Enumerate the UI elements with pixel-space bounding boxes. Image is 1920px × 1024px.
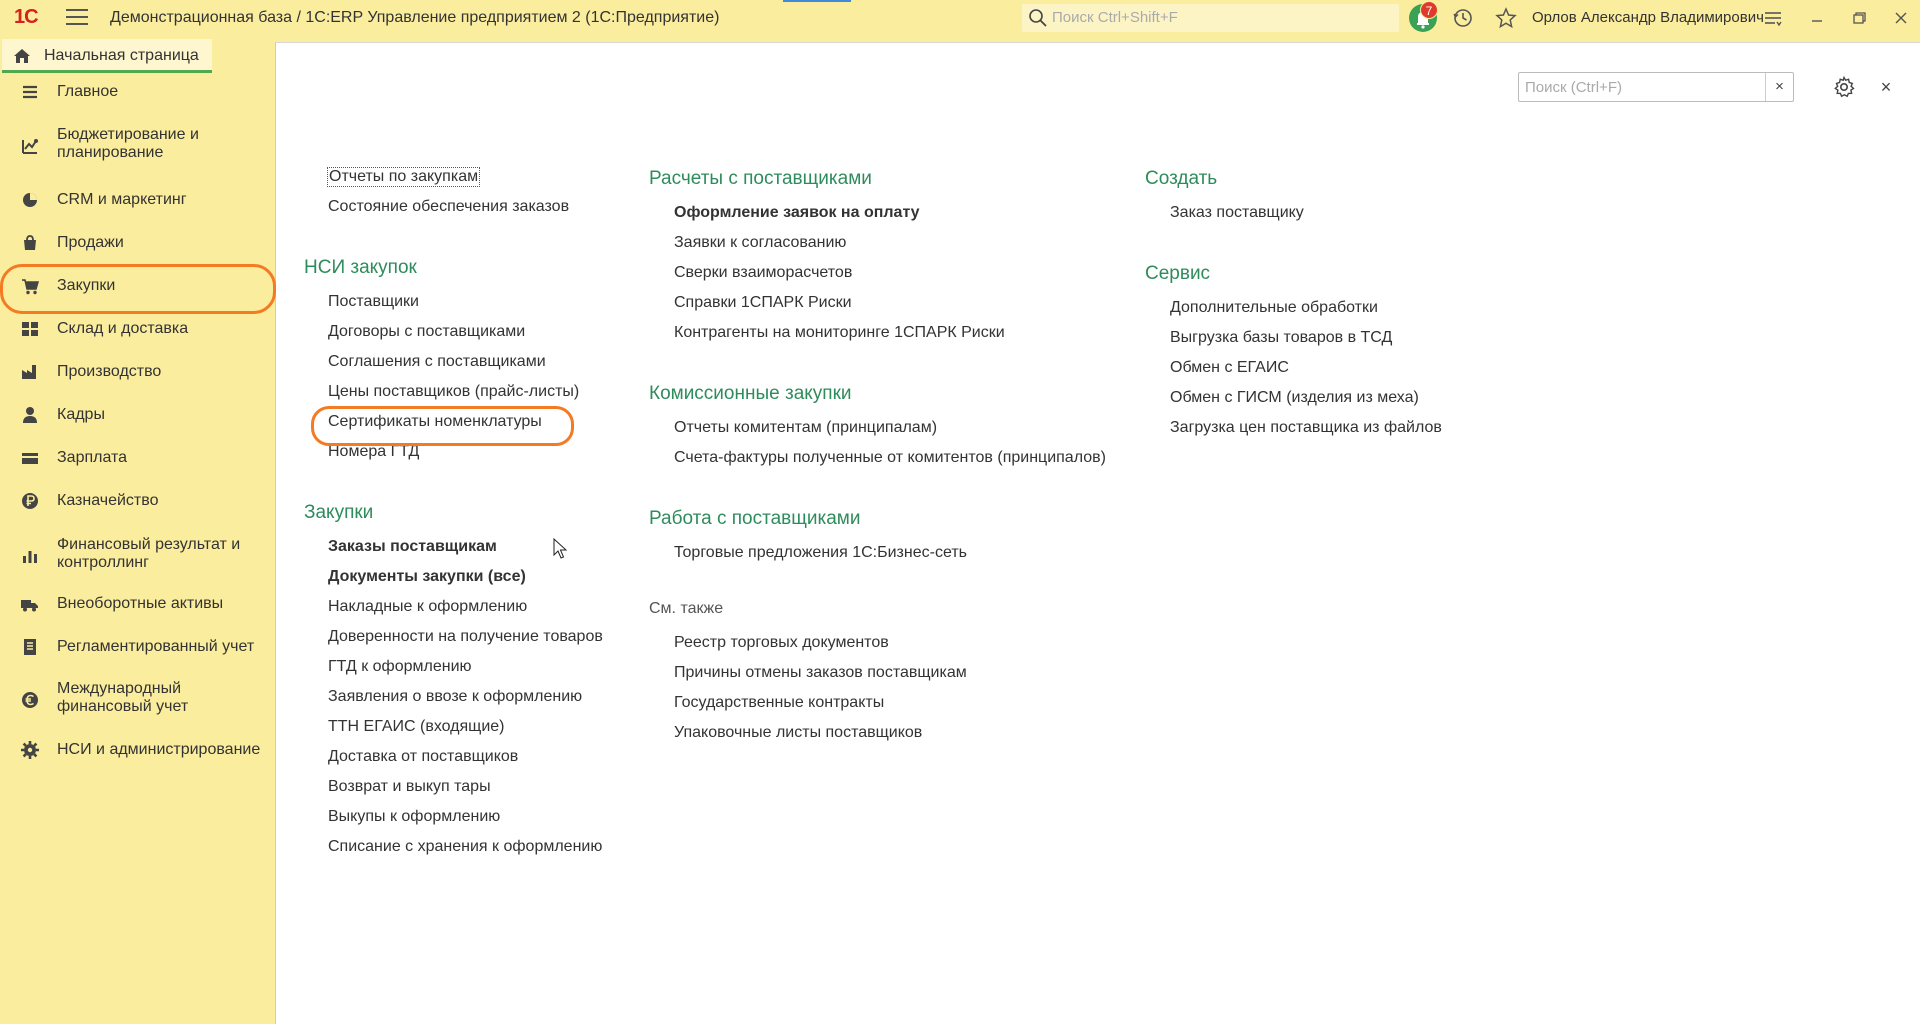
- link-service-2[interactable]: Обмен с ЕГАИС: [1170, 359, 1289, 376]
- link-service-0[interactable]: Дополнительные обработки: [1170, 299, 1378, 316]
- sidebar-item-label: Кадры: [57, 406, 105, 423]
- section-title-service: Сервис: [1145, 263, 1211, 284]
- factory-icon: [20, 362, 40, 382]
- link-purchases-2[interactable]: ГТД к оформлению: [328, 658, 472, 675]
- sidebar-item-label: Внеоборотные активы: [57, 595, 224, 612]
- sidebar-item-10[interactable]: [0, 536, 274, 576]
- panel-search-placeholder: Поиск (Ctrl+F): [1525, 79, 1622, 96]
- gear-icon: [20, 740, 40, 760]
- favorites-star-icon[interactable]: [1495, 7, 1517, 29]
- home-icon: [12, 46, 32, 66]
- link-settlements-0[interactable]: Заявки к согласованию: [674, 234, 847, 251]
- link-nsi-0[interactable]: Поставщики: [328, 293, 419, 310]
- panel-search-input[interactable]: [1518, 72, 1794, 102]
- wallet-icon: [20, 448, 40, 468]
- sidebar-item-label: Закупки: [57, 277, 116, 294]
- sidebar-item-label: Казначейство: [57, 492, 159, 509]
- sidebar-item-label: Склад и доставка: [57, 320, 189, 337]
- close-window-icon[interactable]: [1890, 7, 1912, 29]
- warehouse-grid-icon: [20, 319, 40, 339]
- link-purchases-0[interactable]: Накладные к оформлению: [328, 598, 528, 615]
- minimize-icon[interactable]: [1806, 7, 1828, 29]
- link-service-4[interactable]: Загрузка цен поставщика из файлов: [1170, 419, 1442, 436]
- link-settlements-2[interactable]: Справки 1СПАРК Риски: [674, 294, 852, 311]
- link-see-also-2[interactable]: Государственные контракты: [674, 694, 885, 711]
- link-purchases-3[interactable]: Заявления о ввозе к оформлению: [328, 688, 583, 705]
- sidebar-item-7[interactable]: [0, 403, 274, 427]
- link-purchases-6[interactable]: Возврат и выкуп тары: [328, 778, 491, 795]
- restore-icon[interactable]: [1848, 7, 1870, 29]
- link-settlements-bold[interactable]: Оформление заявок на оплату: [674, 204, 920, 221]
- clear-search-button[interactable]: ×: [1765, 73, 1793, 101]
- history-icon[interactable]: [1452, 7, 1474, 29]
- sidebar-item-label: Главное: [57, 83, 119, 100]
- see-also-label: См. также: [649, 600, 724, 617]
- sidebar-item-8[interactable]: [0, 446, 274, 470]
- sidebar-item-label: Производство: [57, 363, 162, 380]
- sidebar-item-14[interactable]: [0, 738, 274, 762]
- global-search-input[interactable]: [1022, 4, 1399, 32]
- search-icon: [1028, 8, 1048, 28]
- link-commission-0[interactable]: Отчеты комитентам (принципалам): [674, 419, 938, 436]
- link-see-also-0[interactable]: Реестр торговых документов: [674, 634, 889, 651]
- sidebar-item-5[interactable]: [0, 317, 274, 341]
- sidebar-item-1[interactable]: [0, 126, 274, 166]
- sidebar-item-9[interactable]: [0, 489, 274, 513]
- link-purchases-bold-0[interactable]: Заказы поставщикам: [328, 538, 497, 555]
- menu-lines-icon: [20, 82, 40, 102]
- link-col1-top-1[interactable]: Состояние обеспечения заказов: [328, 198, 570, 215]
- link-nsi-3[interactable]: Цены поставщиков (прайс-листы): [328, 383, 580, 400]
- link-nsi-4[interactable]: Сертификаты номенклатуры: [328, 413, 542, 430]
- euro-icon: [20, 690, 40, 710]
- sidebar-item-label: CRM и маркетинг: [57, 191, 187, 208]
- sidebar-item-label: Финансовый результат и контроллинг: [57, 536, 241, 571]
- link-purchases-8[interactable]: Списание с хранения к оформлению: [328, 838, 603, 855]
- sidebar-item-0[interactable]: [0, 80, 274, 104]
- window-title: Демонстрационная база / 1С:ERP Управление предприятием 2 (1С:Предприятие): [110, 9, 720, 26]
- link-purchases-bold-1[interactable]: Документы закупки (все): [328, 568, 526, 585]
- mouse-cursor-icon: [553, 538, 567, 560]
- highlight-ring-purchases: [0, 264, 276, 314]
- sidebar-item-label: НСИ и администрирование: [57, 741, 261, 758]
- ruble-coin-icon: [20, 491, 40, 511]
- pie-chart-icon: [20, 190, 40, 210]
- link-service-3[interactable]: Обмен с ГИСМ (изделия из меха): [1170, 389, 1419, 406]
- app-logo[interactable]: 1С: [14, 6, 38, 28]
- bar-chart-icon: [20, 546, 40, 566]
- link-settlements-1[interactable]: Сверки взаиморасчетов: [674, 264, 853, 281]
- section-title-create: Создать: [1145, 168, 1218, 189]
- sidebar-item-label: Регламентированный учет: [57, 638, 255, 655]
- section-panel: [275, 42, 1920, 1024]
- tab-home-label: Начальная страница: [44, 47, 199, 64]
- hamburger-menu-icon[interactable]: [66, 9, 88, 27]
- section-title-work: Работа с поставщиками: [649, 508, 861, 529]
- notification-count-badge: 7: [1420, 1, 1438, 19]
- panel-settings-gear-icon[interactable]: [1833, 76, 1855, 98]
- link-work-0[interactable]: Торговые предложения 1С:Бизнес-сеть: [674, 544, 967, 561]
- sections-sidebar: [0, 78, 274, 1024]
- tab-home[interactable]: [2, 39, 212, 73]
- link-create-0[interactable]: Заказ поставщику: [1170, 204, 1304, 221]
- sidebar-item-label: Зарплата: [57, 449, 128, 466]
- link-col1-top-0[interactable]: Отчеты по закупкам: [329, 168, 479, 185]
- sidebar-item-12[interactable]: [0, 635, 274, 659]
- user-name[interactable]: Орлов Александр Владимирович: [1532, 9, 1764, 26]
- sidebar-item-label: Продажи: [57, 234, 124, 251]
- link-nsi-5[interactable]: Номера ГТД: [328, 443, 420, 460]
- sidebar-item-label: Бюджетирование и планирование: [57, 126, 199, 161]
- sidebar-item-2[interactable]: [0, 188, 274, 212]
- sidebar-item-6[interactable]: [0, 360, 274, 384]
- link-purchases-5[interactable]: Доставка от поставщиков: [328, 748, 519, 765]
- global-search-placeholder: Поиск Ctrl+Shift+F: [1052, 9, 1178, 26]
- sidebar-item-11[interactable]: [0, 592, 274, 616]
- panel-close-button[interactable]: ×: [1880, 77, 1892, 97]
- section-title-commission: Комиссионные закупки: [649, 383, 852, 404]
- section-title-settlements: Расчеты с поставщиками: [649, 168, 872, 189]
- settings-menu-icon[interactable]: [1762, 7, 1784, 29]
- ledger-icon: [20, 637, 40, 657]
- title-bar: [0, 0, 1920, 36]
- link-purchases-4[interactable]: ТТН ЕГАИС (входящие): [328, 718, 505, 735]
- link-purchases-1[interactable]: Доверенности на получение товаров: [328, 628, 603, 645]
- truck-icon: [20, 594, 40, 614]
- section-title-purchases: Закупки: [304, 502, 374, 523]
- link-nsi-2[interactable]: Соглашения с поставщиками: [328, 353, 546, 370]
- link-nsi-1[interactable]: Договоры с поставщиками: [328, 323, 526, 340]
- link-service-1[interactable]: Выгрузка базы товаров в ТСД: [1170, 329, 1393, 346]
- budget-chart-icon: [20, 136, 40, 156]
- top-accent-line: [783, 0, 851, 2]
- sales-bag-icon: [20, 233, 40, 253]
- section-title-nsi: НСИ закупок: [304, 257, 417, 278]
- highlight-ring-certificates: [311, 406, 574, 446]
- tab-strip: [0, 36, 272, 76]
- link-commission-1[interactable]: Счета-фактуры полученные от комитентов (принципалов): [674, 449, 1106, 466]
- link-settlements-3[interactable]: Контрагенты на мониторинге 1СПАРК Риски: [674, 324, 1005, 341]
- sidebar-item-3[interactable]: [0, 231, 274, 255]
- sidebar-item-13[interactable]: [0, 680, 274, 720]
- link-purchases-7[interactable]: Выкупы к оформлению: [328, 808, 501, 825]
- sidebar-item-label: Международный финансовый учет: [57, 680, 189, 715]
- link-see-also-3[interactable]: Упаковочные листы поставщиков: [674, 724, 923, 741]
- link-see-also-1[interactable]: Причины отмены заказов поставщикам: [674, 664, 967, 681]
- person-icon: [20, 405, 40, 425]
